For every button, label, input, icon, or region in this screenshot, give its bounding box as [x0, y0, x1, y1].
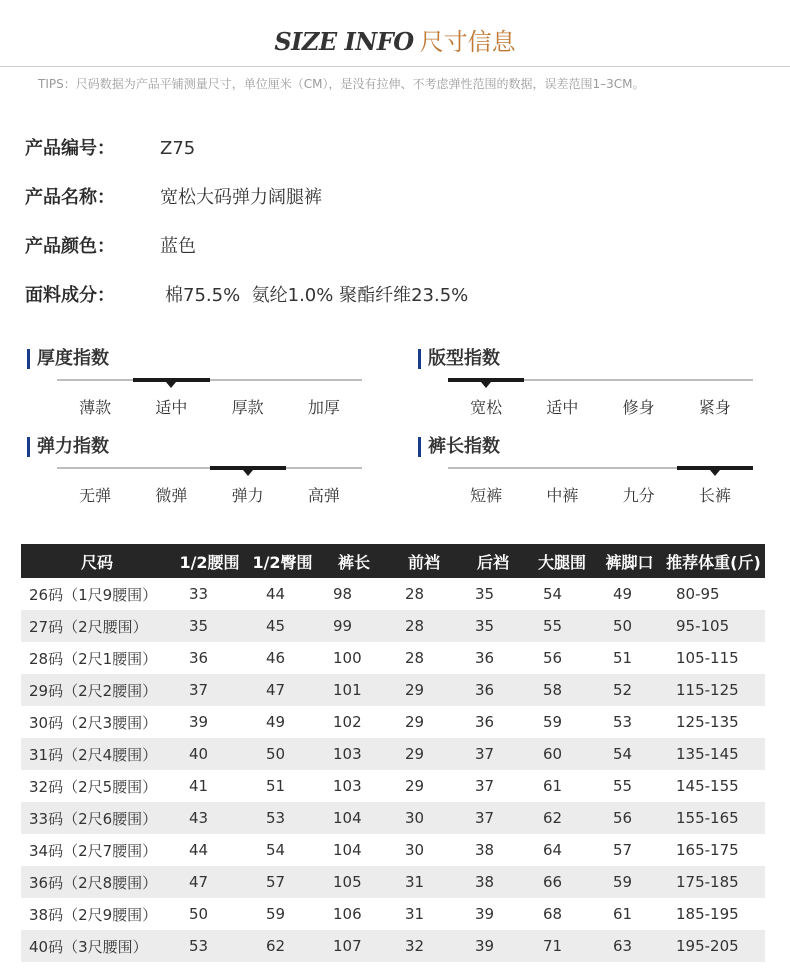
table-cell: 30 — [389, 802, 459, 834]
product-fabric-label: 面料成分： — [25, 285, 115, 306]
column-header-leg-opening: 裤脚口 — [597, 544, 662, 578]
table-cell: 98 — [333, 585, 353, 603]
table-cell: 31 — [405, 905, 425, 923]
product-fabric-value: 棉75.5% 氨纶1.0% 聚酯纤维23.5% — [165, 285, 469, 306]
product-code-value: Z75 — [160, 138, 196, 159]
column-header-hip: 1/2臀围 — [246, 544, 319, 578]
product-color-row — [25, 232, 196, 258]
fit-option: 宽松 — [470, 398, 503, 417]
table-cell: 95-105 — [662, 610, 765, 642]
table-cell: 28 — [405, 585, 425, 603]
table-row — [21, 738, 765, 770]
table-cell: 195-205 — [662, 930, 765, 962]
table-cell: 101 — [319, 674, 389, 706]
length-option: 九分 — [622, 486, 655, 505]
table-cell: 49 — [266, 713, 286, 731]
table-cell: 56 — [597, 802, 662, 834]
length-option: 中裤 — [546, 486, 579, 505]
table-cell: 103 — [319, 738, 389, 770]
fit-option: 适中 — [546, 398, 579, 417]
fit-scale — [448, 379, 753, 381]
size-cell: 27码（2尺腰围） — [21, 610, 173, 642]
product-fabric-row — [25, 281, 468, 307]
size-cell: 30码（2尺3腰围） — [29, 713, 158, 732]
table-cell: 102 — [333, 713, 362, 731]
table-cell: 54 — [543, 585, 563, 603]
table-cell: 155-165 — [662, 802, 765, 834]
elasticity-option: 高弹 — [307, 486, 340, 505]
table-cell: 145-155 — [676, 777, 739, 795]
table-cell: 106 — [333, 905, 362, 923]
table-cell: 125-135 — [676, 713, 739, 731]
fit-pointer-icon — [481, 382, 491, 388]
size-cell: 40码（3尺腰围） — [21, 930, 173, 962]
title-english: SIZE INFO — [274, 27, 414, 56]
page-header — [0, 22, 790, 57]
table-cell: 39 — [475, 905, 495, 923]
table-cell: 31 — [389, 866, 459, 898]
table-cell: 50 — [189, 905, 209, 923]
fit-options — [448, 395, 753, 418]
elasticity-option: 微弹 — [155, 486, 188, 505]
table-cell: 36 — [189, 649, 209, 667]
product-code-label: 产品编号： — [25, 138, 115, 159]
table-cell: 38 — [475, 841, 495, 859]
thickness-option: 适中 — [155, 398, 188, 417]
size-cell: 29码（2尺2腰围） — [21, 674, 173, 706]
size-cell: 32码（2尺5腰围） — [29, 777, 158, 796]
product-color-value: 蓝色 — [160, 236, 196, 257]
table-row — [21, 610, 765, 642]
table-cell: 38 — [459, 866, 527, 898]
table-cell: 36 — [475, 649, 495, 667]
table-cell: 60 — [527, 738, 597, 770]
table-cell: 43 — [173, 802, 246, 834]
table-cell: 165-175 — [676, 841, 739, 859]
table-row — [21, 802, 765, 834]
table-cell: 99 — [319, 610, 389, 642]
elasticity-scale — [57, 467, 362, 469]
table-cell: 61 — [543, 777, 563, 795]
table-row — [21, 898, 765, 930]
size-table-header-row — [21, 544, 765, 578]
size-cell: 33码（2尺6腰围） — [21, 802, 173, 834]
thickness-index-title: 厚度指数 — [27, 349, 109, 369]
title-chinese: 尺寸信息 — [419, 28, 516, 56]
header-divider — [0, 66, 790, 67]
fit-option: 紧身 — [698, 398, 731, 417]
table-cell: 53 — [173, 930, 246, 962]
table-cell: 175-185 — [662, 866, 765, 898]
table-cell: 29 — [405, 713, 425, 731]
table-cell: 45 — [246, 610, 319, 642]
table-row — [21, 642, 765, 674]
table-cell: 68 — [543, 905, 563, 923]
size-cell: 26码（1尺9腰围） — [29, 585, 158, 604]
table-cell: 37 — [173, 674, 246, 706]
table-cell: 59 — [543, 713, 563, 731]
table-cell: 61 — [613, 905, 633, 923]
size-table-body — [21, 578, 765, 962]
size-table — [21, 544, 765, 962]
thickness-option: 加厚 — [307, 398, 340, 417]
thickness-options — [57, 395, 362, 418]
column-header-waist: 1/2腰围 — [173, 544, 246, 578]
table-cell: 100 — [333, 649, 362, 667]
table-cell: 80-95 — [676, 585, 720, 603]
thickness-option: 厚款 — [231, 398, 264, 417]
table-cell: 53 — [613, 713, 633, 731]
table-row — [21, 930, 765, 962]
table-cell: 40 — [173, 738, 246, 770]
product-name-value: 宽松大码弹力阔腿裤 — [160, 187, 322, 208]
table-cell: 35 — [475, 585, 495, 603]
table-cell: 104 — [319, 802, 389, 834]
table-cell: 105 — [319, 866, 389, 898]
table-cell: 33 — [189, 585, 209, 603]
fit-option: 修身 — [622, 398, 655, 417]
table-cell: 54 — [597, 738, 662, 770]
table-cell: 39 — [459, 930, 527, 962]
table-cell: 49 — [613, 585, 633, 603]
table-cell: 54 — [266, 841, 286, 859]
elasticity-option: 无弹 — [79, 486, 112, 505]
table-cell: 105-115 — [676, 649, 739, 667]
column-header-thigh: 大腿围 — [527, 544, 597, 578]
table-cell: 56 — [543, 649, 563, 667]
size-cell: 38码（2尺9腰围） — [29, 905, 158, 924]
table-cell: 107 — [319, 930, 389, 962]
table-cell: 47 — [246, 674, 319, 706]
table-row — [21, 866, 765, 898]
table-cell: 104 — [333, 841, 362, 859]
table-cell: 36 — [459, 674, 527, 706]
table-row — [21, 674, 765, 706]
size-cell: 34码（2尺7腰围） — [29, 841, 158, 860]
table-cell: 57 — [246, 866, 319, 898]
table-cell: 103 — [333, 777, 362, 795]
table-cell: 28 — [389, 610, 459, 642]
table-row — [21, 770, 765, 802]
table-cell: 64 — [543, 841, 563, 859]
table-cell: 39 — [189, 713, 209, 731]
thickness-scale — [57, 379, 362, 381]
table-cell: 63 — [597, 930, 662, 962]
table-cell: 71 — [527, 930, 597, 962]
table-cell: 32 — [389, 930, 459, 962]
table-row — [21, 578, 765, 610]
table-cell: 59 — [597, 866, 662, 898]
table-cell: 44 — [266, 585, 286, 603]
column-header-length: 裤长 — [319, 544, 389, 578]
table-cell: 115-125 — [662, 674, 765, 706]
table-cell: 50 — [597, 610, 662, 642]
table-cell: 52 — [597, 674, 662, 706]
table-cell: 50 — [246, 738, 319, 770]
elasticity-options — [57, 483, 362, 506]
table-cell: 185-195 — [676, 905, 739, 923]
size-cell: 31码（2尺4腰围） — [21, 738, 173, 770]
length-scale — [448, 467, 753, 469]
table-cell: 66 — [527, 866, 597, 898]
table-cell: 30 — [405, 841, 425, 859]
table-cell: 46 — [266, 649, 286, 667]
elasticity-option: 弹力 — [231, 486, 264, 505]
table-cell: 36 — [475, 713, 495, 731]
table-row — [21, 834, 765, 866]
table-cell: 37 — [475, 777, 495, 795]
table-cell: 51 — [266, 777, 286, 795]
column-header-size: 尺码 — [21, 544, 173, 578]
column-header-weight: 推荐体重(斤) — [662, 544, 765, 578]
length-options — [448, 483, 753, 506]
table-cell: 37 — [459, 738, 527, 770]
table-cell: 58 — [527, 674, 597, 706]
size-cell: 36码（2尺8腰围） — [21, 866, 173, 898]
table-cell: 29 — [389, 674, 459, 706]
column-header-front-rise: 前裆 — [389, 544, 459, 578]
table-cell: 44 — [189, 841, 209, 859]
table-cell: 47 — [173, 866, 246, 898]
table-cell: 53 — [246, 802, 319, 834]
length-option: 短裤 — [470, 486, 503, 505]
table-cell: 55 — [613, 777, 633, 795]
product-color-label: 产品颜色： — [25, 236, 115, 257]
table-cell: 29 — [405, 777, 425, 795]
table-cell: 135-145 — [662, 738, 765, 770]
length-pointer-icon — [710, 470, 720, 476]
length-index-title: 裤长指数 — [418, 437, 500, 457]
thickness-option: 薄款 — [79, 398, 112, 417]
tips-text: TIPS：尺码数据为产品平铺测量尺寸，单位厘米（CM），是没有拉伸、不考虑弹性范围的数据，误差范围1–3CM。 — [38, 77, 645, 91]
product-name-row — [25, 183, 322, 209]
column-header-back-rise: 后裆 — [459, 544, 527, 578]
length-option: 长裤 — [698, 486, 731, 505]
table-cell: 35 — [173, 610, 246, 642]
table-cell: 62 — [527, 802, 597, 834]
table-cell: 51 — [613, 649, 633, 667]
table-cell: 57 — [613, 841, 633, 859]
product-name-label: 产品名称： — [25, 187, 115, 208]
size-cell: 28码（2尺1腰围） — [29, 649, 158, 668]
thickness-pointer-icon — [166, 382, 176, 388]
table-row — [21, 706, 765, 738]
elasticity-index-title: 弹力指数 — [27, 437, 109, 457]
table-cell: 62 — [246, 930, 319, 962]
table-cell: 37 — [459, 802, 527, 834]
table-cell: 41 — [189, 777, 209, 795]
table-cell: 29 — [389, 738, 459, 770]
table-cell: 55 — [527, 610, 597, 642]
elasticity-pointer-icon — [243, 470, 253, 476]
table-cell: 28 — [405, 649, 425, 667]
table-cell: 59 — [266, 905, 286, 923]
product-code-row — [25, 134, 195, 160]
fit-index-title: 版型指数 — [418, 349, 500, 369]
table-cell: 35 — [459, 610, 527, 642]
